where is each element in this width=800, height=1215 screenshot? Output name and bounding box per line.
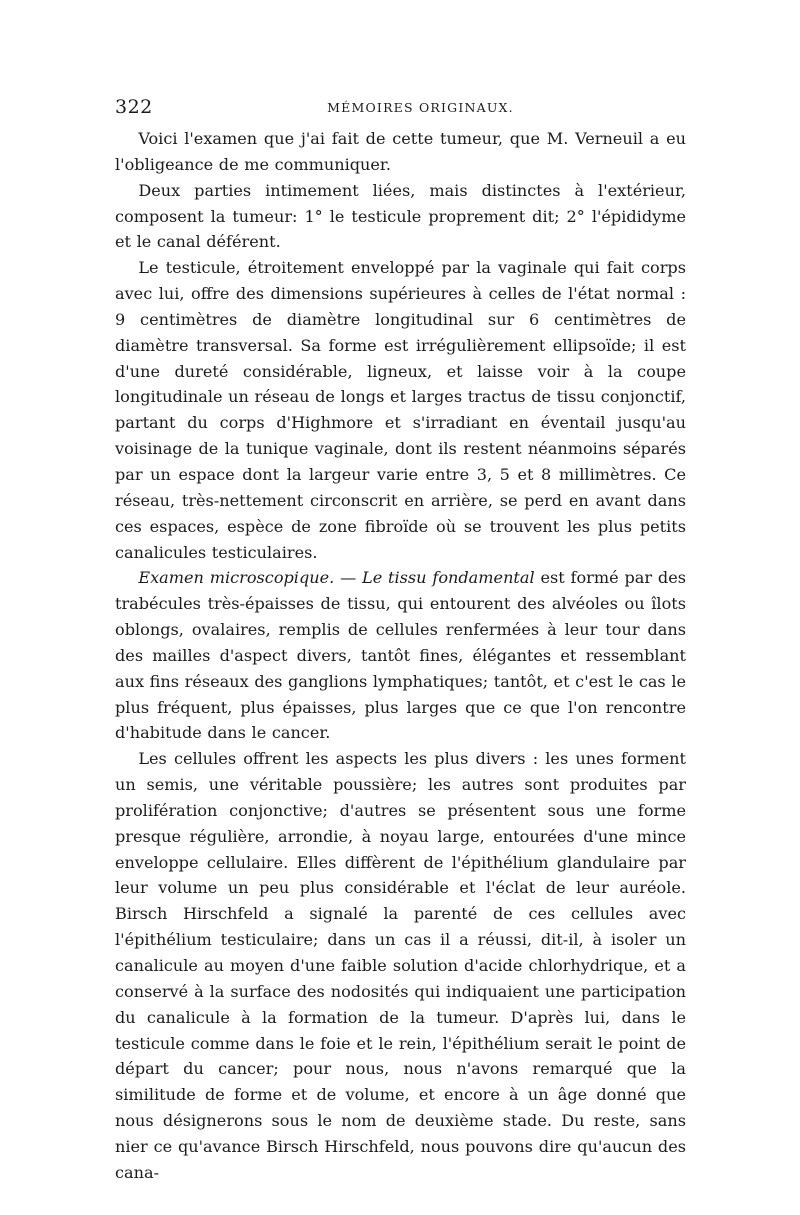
page-number: 322 — [115, 96, 153, 118]
paragraph-4 — [115, 565, 686, 746]
running-head — [115, 92, 686, 126]
term-fundamental-tissue: Le tissu fondamental — [362, 568, 535, 588]
section-heading-microscopic-exam: Examen microscopique. — [138, 568, 335, 588]
body-text — [115, 126, 686, 1186]
em-dash: — — [334, 568, 363, 588]
paragraph-5: Les cellules offrent les aspects les plus divers : les unes forment un semis, une véritable poussière; les autres sont produites par prolifération conjonctive; d'autres se présentent sous une forme presque régulière, arrondie, à noyau large, entourées d'une mince enveloppe cellulaire. Elles diffèrent de l'épithélium glandulaire par leur volume un peu plus considérable et l'éclat de leur auréole. Birsch Hirschfeld a signalé la parenté de ces cellules avec l'épithélium testiculaire; dans un cas il a réussi, dit-il, à isoler un canalicule au moyen d'une faible solution d'acide chlorhydrique, et a conservé à la surface des nodosités qui indiquaient une participation du canalicule à la formation de la tumeur. D'après lui, dans le testicule comme dans le foie et le rein, l'épithélium serait le point de départ du cancer; pour nous, nous n'avons remarqué que la similitude de forme et de volume, et encore à un âge donné que nous désignerons sous le nom de deuxième stade. Du reste, sans nier ce qu'avance Birsch Hirschfeld, nous pouvons dire qu'aucun des cana- — [115, 749, 686, 1182]
running-title: MÉMOIRES ORIGINAUX. — [327, 100, 514, 115]
paragraph-3: Le testicule, étroitement enveloppé par la vaginale qui fait corps avec lui, offre des dimensions supérieures à celles de l'état normal : 9 centimètres de diamètre longitudinal sur 6 centimètres de diamètre transversal. Sa forme est irrégulièrement ellipsoïde; il est d'une dureté considérable, ligneux, et laisse voir à la coupe longitudinale un réseau de longs et larges tractus de tissu conjonctif, partant du corps d'Highmore et s'irradiant en éventail jusqu'au voisinage de la tunique vaginale, dont ils restent néanmoins séparés par un espace dont la largeur varie entre 3, 5 et 8 millimètres. Ce réseau, très-nettement circonscrit en arrière, se perd en avant dans ces espaces, espèce de zone fibroïde où se trouvent les plus petits canalicules testiculaires. — [115, 258, 686, 562]
paragraph-1: Voici l'examen que j'ai fait de cette tumeur, que M. Verneuil a eu l'obligeance de me communiquer. — [115, 129, 686, 174]
paragraph-2: Deux parties intimement liées, mais distinctes à l'extérieur, composent la tumeur: 1° le testicule proprement dit; 2° l'épididyme et le canal déférent. — [115, 180, 686, 252]
paragraph-4-text: est formé par des trabécules très-épaisses de tissu, qui entourent des alvéoles ou îlots oblongs, ovalaires, remplis de cellules renfermées à leur tour dans des mailles d'aspect divers, tantôt fines, élégantes et ressemblant aux fins réseaux des ganglions lymphatiques; tantôt, et c'est le cas le plus fréquent, plus épaisses, plus larges que ce que l'on rencontre d'habitude dans le cancer. — [115, 568, 686, 743]
document-page — [115, 92, 686, 1186]
